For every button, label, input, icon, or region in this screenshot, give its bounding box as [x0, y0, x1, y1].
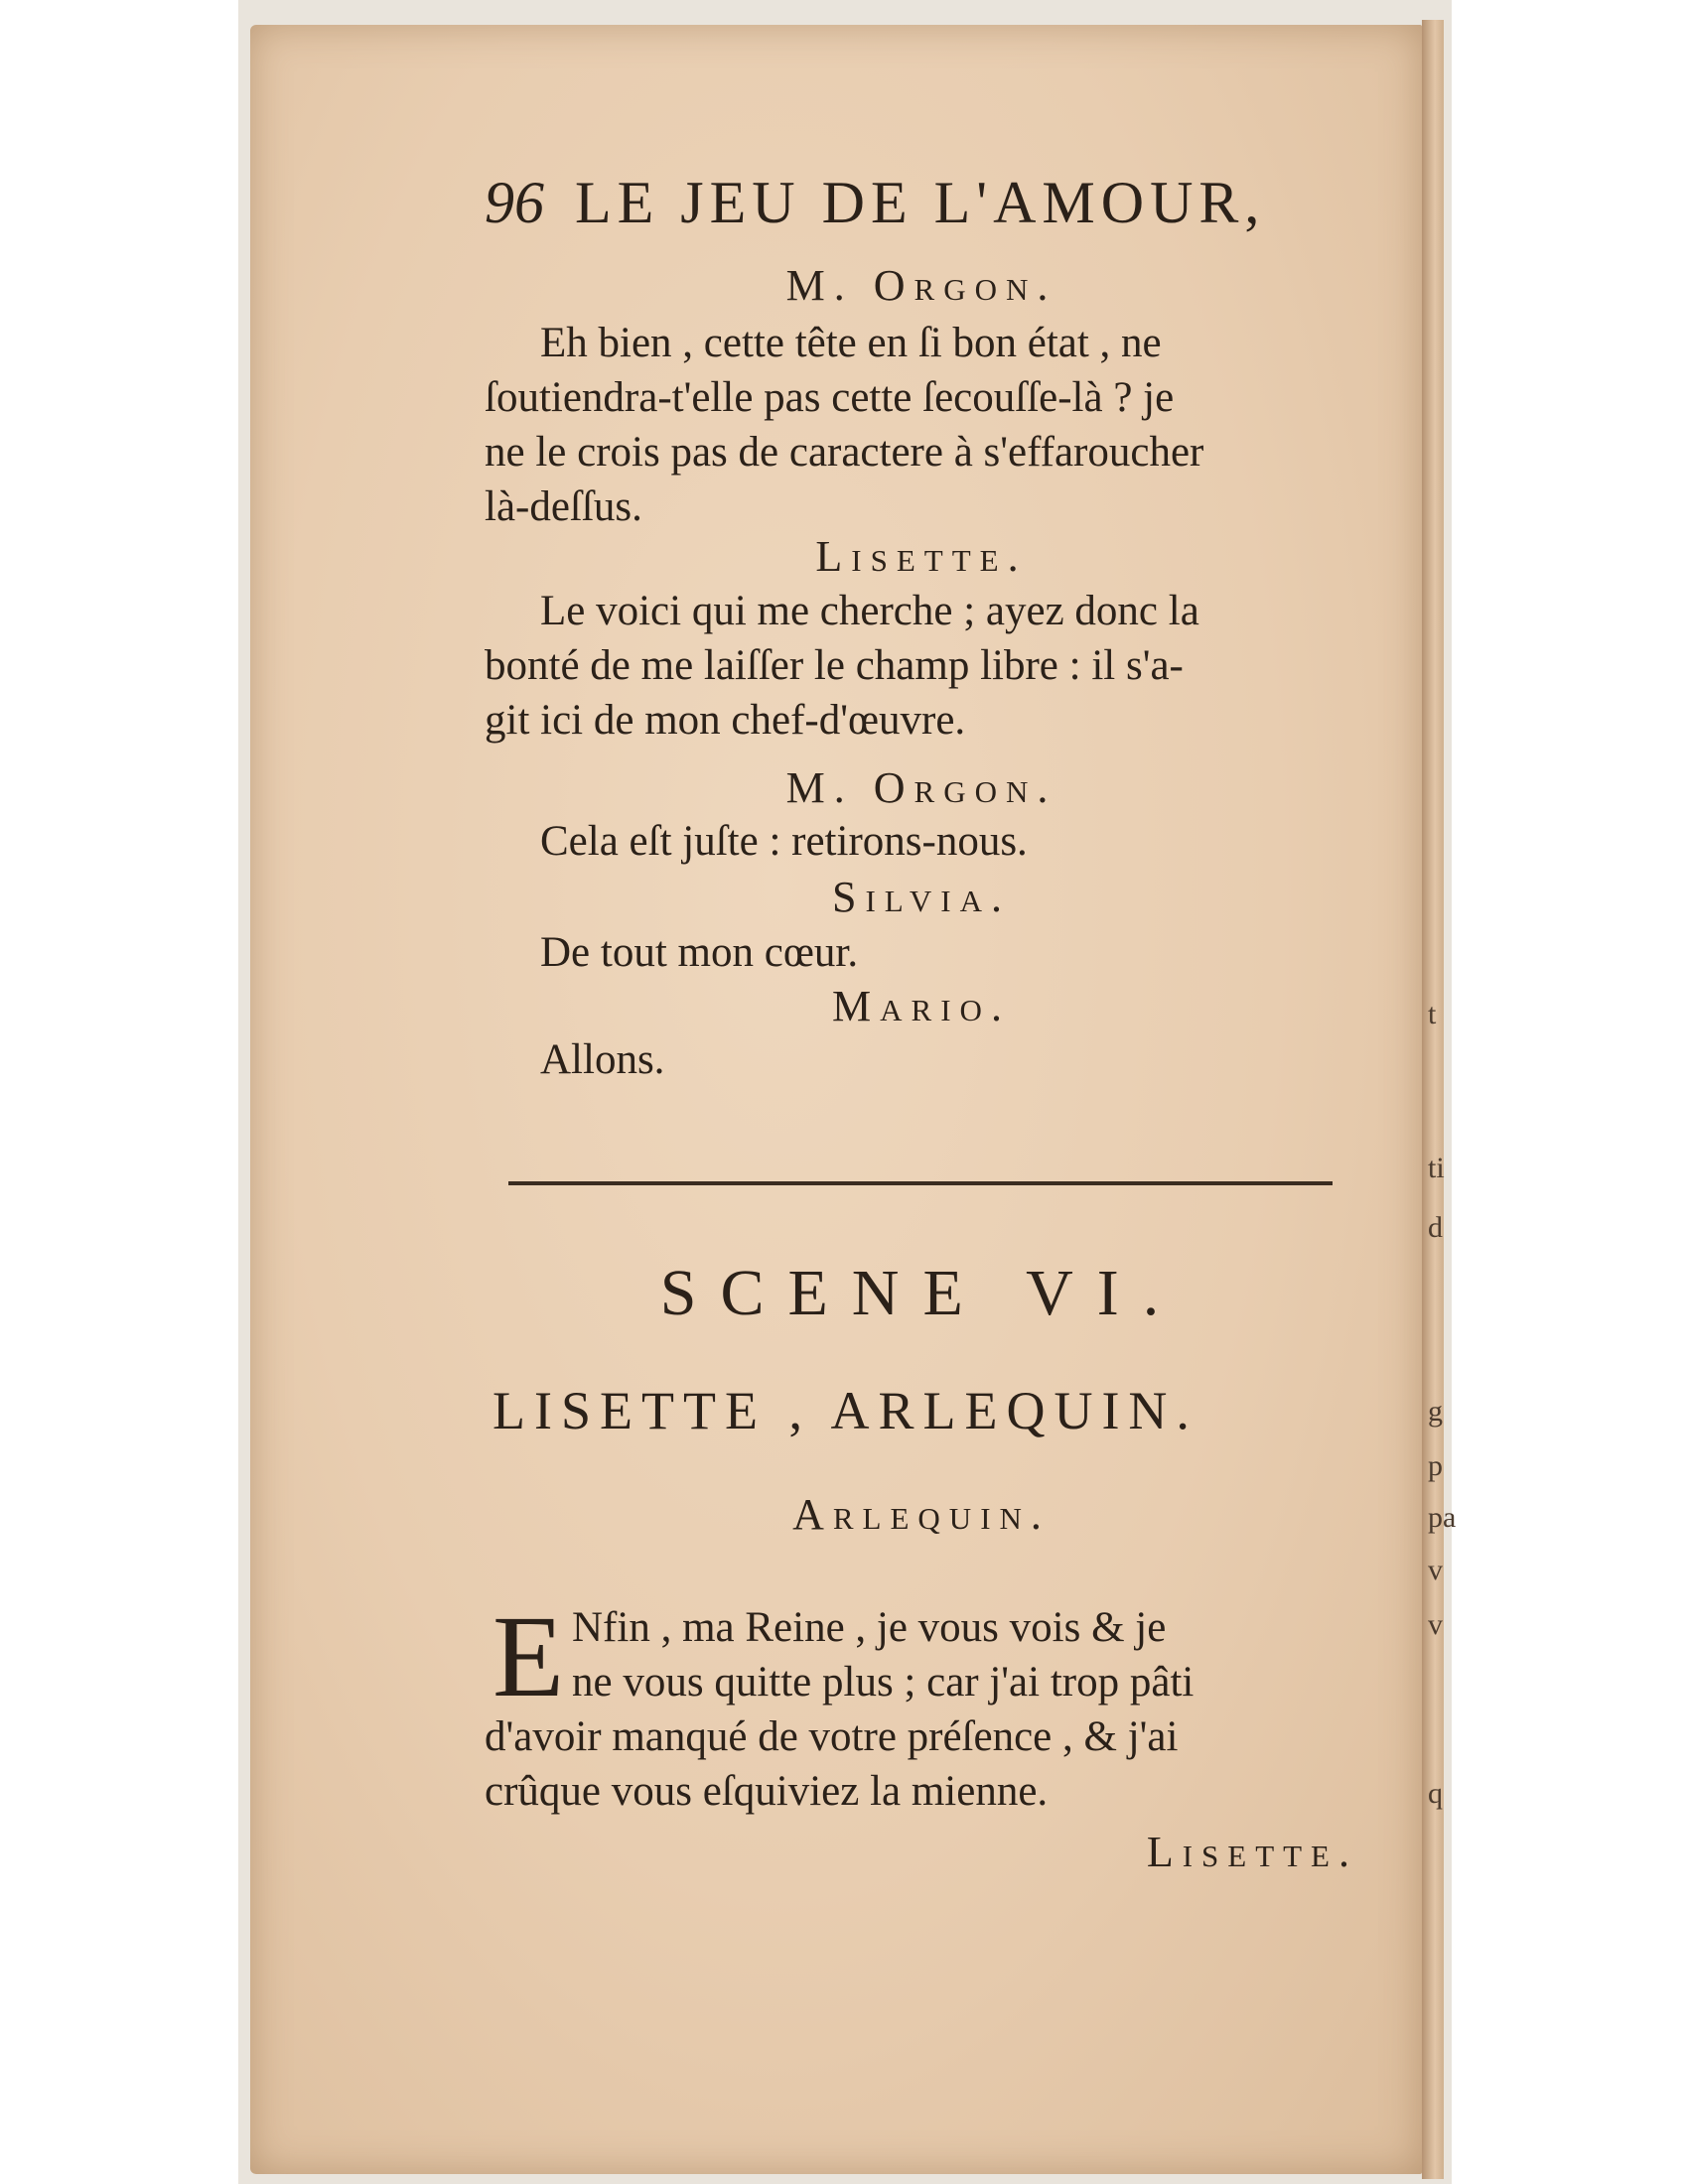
- speech-paragraph: [485, 925, 1358, 980]
- speaker-name: Silvia.: [832, 873, 1011, 921]
- speech-paragraph: [485, 1591, 1358, 1819]
- scene-characters: LISETTE , ARLEQUIN.: [492, 1381, 1198, 1440]
- facing-page-fragment: t: [1428, 998, 1437, 1030]
- text-line: là-deſſus.: [485, 483, 642, 530]
- facing-page-fragment: p: [1428, 1449, 1443, 1482]
- text-line: bonté de me laiſſer le champ libre : il s'a-: [485, 642, 1184, 689]
- facing-page-fragment: v: [1428, 1608, 1443, 1641]
- speaker-name: M. Orgon.: [785, 763, 1057, 812]
- facing-page-fragment: v: [1428, 1554, 1443, 1586]
- text-line: ne le crois pas de caractere à s'effaroucher: [485, 429, 1204, 476]
- running-title: LE JEU DE L'AMOUR,: [575, 170, 1266, 235]
- running-header: [485, 169, 1279, 237]
- speaker-name: Arlequin.: [792, 1490, 1051, 1539]
- speech-paragraph: [485, 584, 1358, 748]
- facing-page-fragment: pa: [1428, 1501, 1457, 1534]
- text-line: d'avoir manqué de votre préſence , & j'ai: [485, 1713, 1179, 1760]
- speaker-name: M. Orgon.: [785, 261, 1057, 310]
- text-line: Cela eſt juſte : retirons-nous.: [540, 818, 1028, 865]
- facing-page-fragment: q: [1428, 1777, 1443, 1810]
- speech-paragraph: [485, 1032, 1358, 1087]
- text-line: Le voici qui me cherche ; ayez donc la: [540, 588, 1199, 634]
- text-line: Eh bien , cette tête en ſi bon état , ne: [540, 320, 1162, 366]
- speech-paragraph: [485, 316, 1358, 534]
- page-number: 96: [485, 170, 544, 235]
- scene-title: SCENE VI.: [659, 1257, 1184, 1329]
- text-line: crûque vous eſquiviez la mienne.: [485, 1768, 1049, 1815]
- text-line: ne vous quitte plus ; car j'ai trop pâti: [572, 1659, 1195, 1706]
- catchword: Lisette.: [1146, 1828, 1358, 1876]
- facing-page-fragment: ti: [1428, 1152, 1445, 1184]
- facing-page-fragment: d: [1428, 1211, 1443, 1244]
- speaker-name: Lisette.: [815, 532, 1028, 581]
- text-line: De tout mon cœur.: [540, 929, 859, 976]
- text-line: Allons.: [540, 1036, 665, 1083]
- text-line: ſoutiendra-t'elle pas cette ſecouſſe-là ? je: [485, 374, 1175, 421]
- text-line: Nfin , ma Reine , je vous vois & je: [572, 1604, 1167, 1651]
- page-gutter: [1422, 20, 1444, 2179]
- drop-cap: E: [492, 1591, 565, 1721]
- speaker-name: Mario.: [832, 982, 1011, 1030]
- section-rule: [508, 1181, 1333, 1185]
- speech-paragraph: [485, 814, 1358, 869]
- text-line: git ici de mon chef-d'œuvre.: [485, 697, 966, 744]
- facing-page-fragment: g: [1428, 1395, 1443, 1428]
